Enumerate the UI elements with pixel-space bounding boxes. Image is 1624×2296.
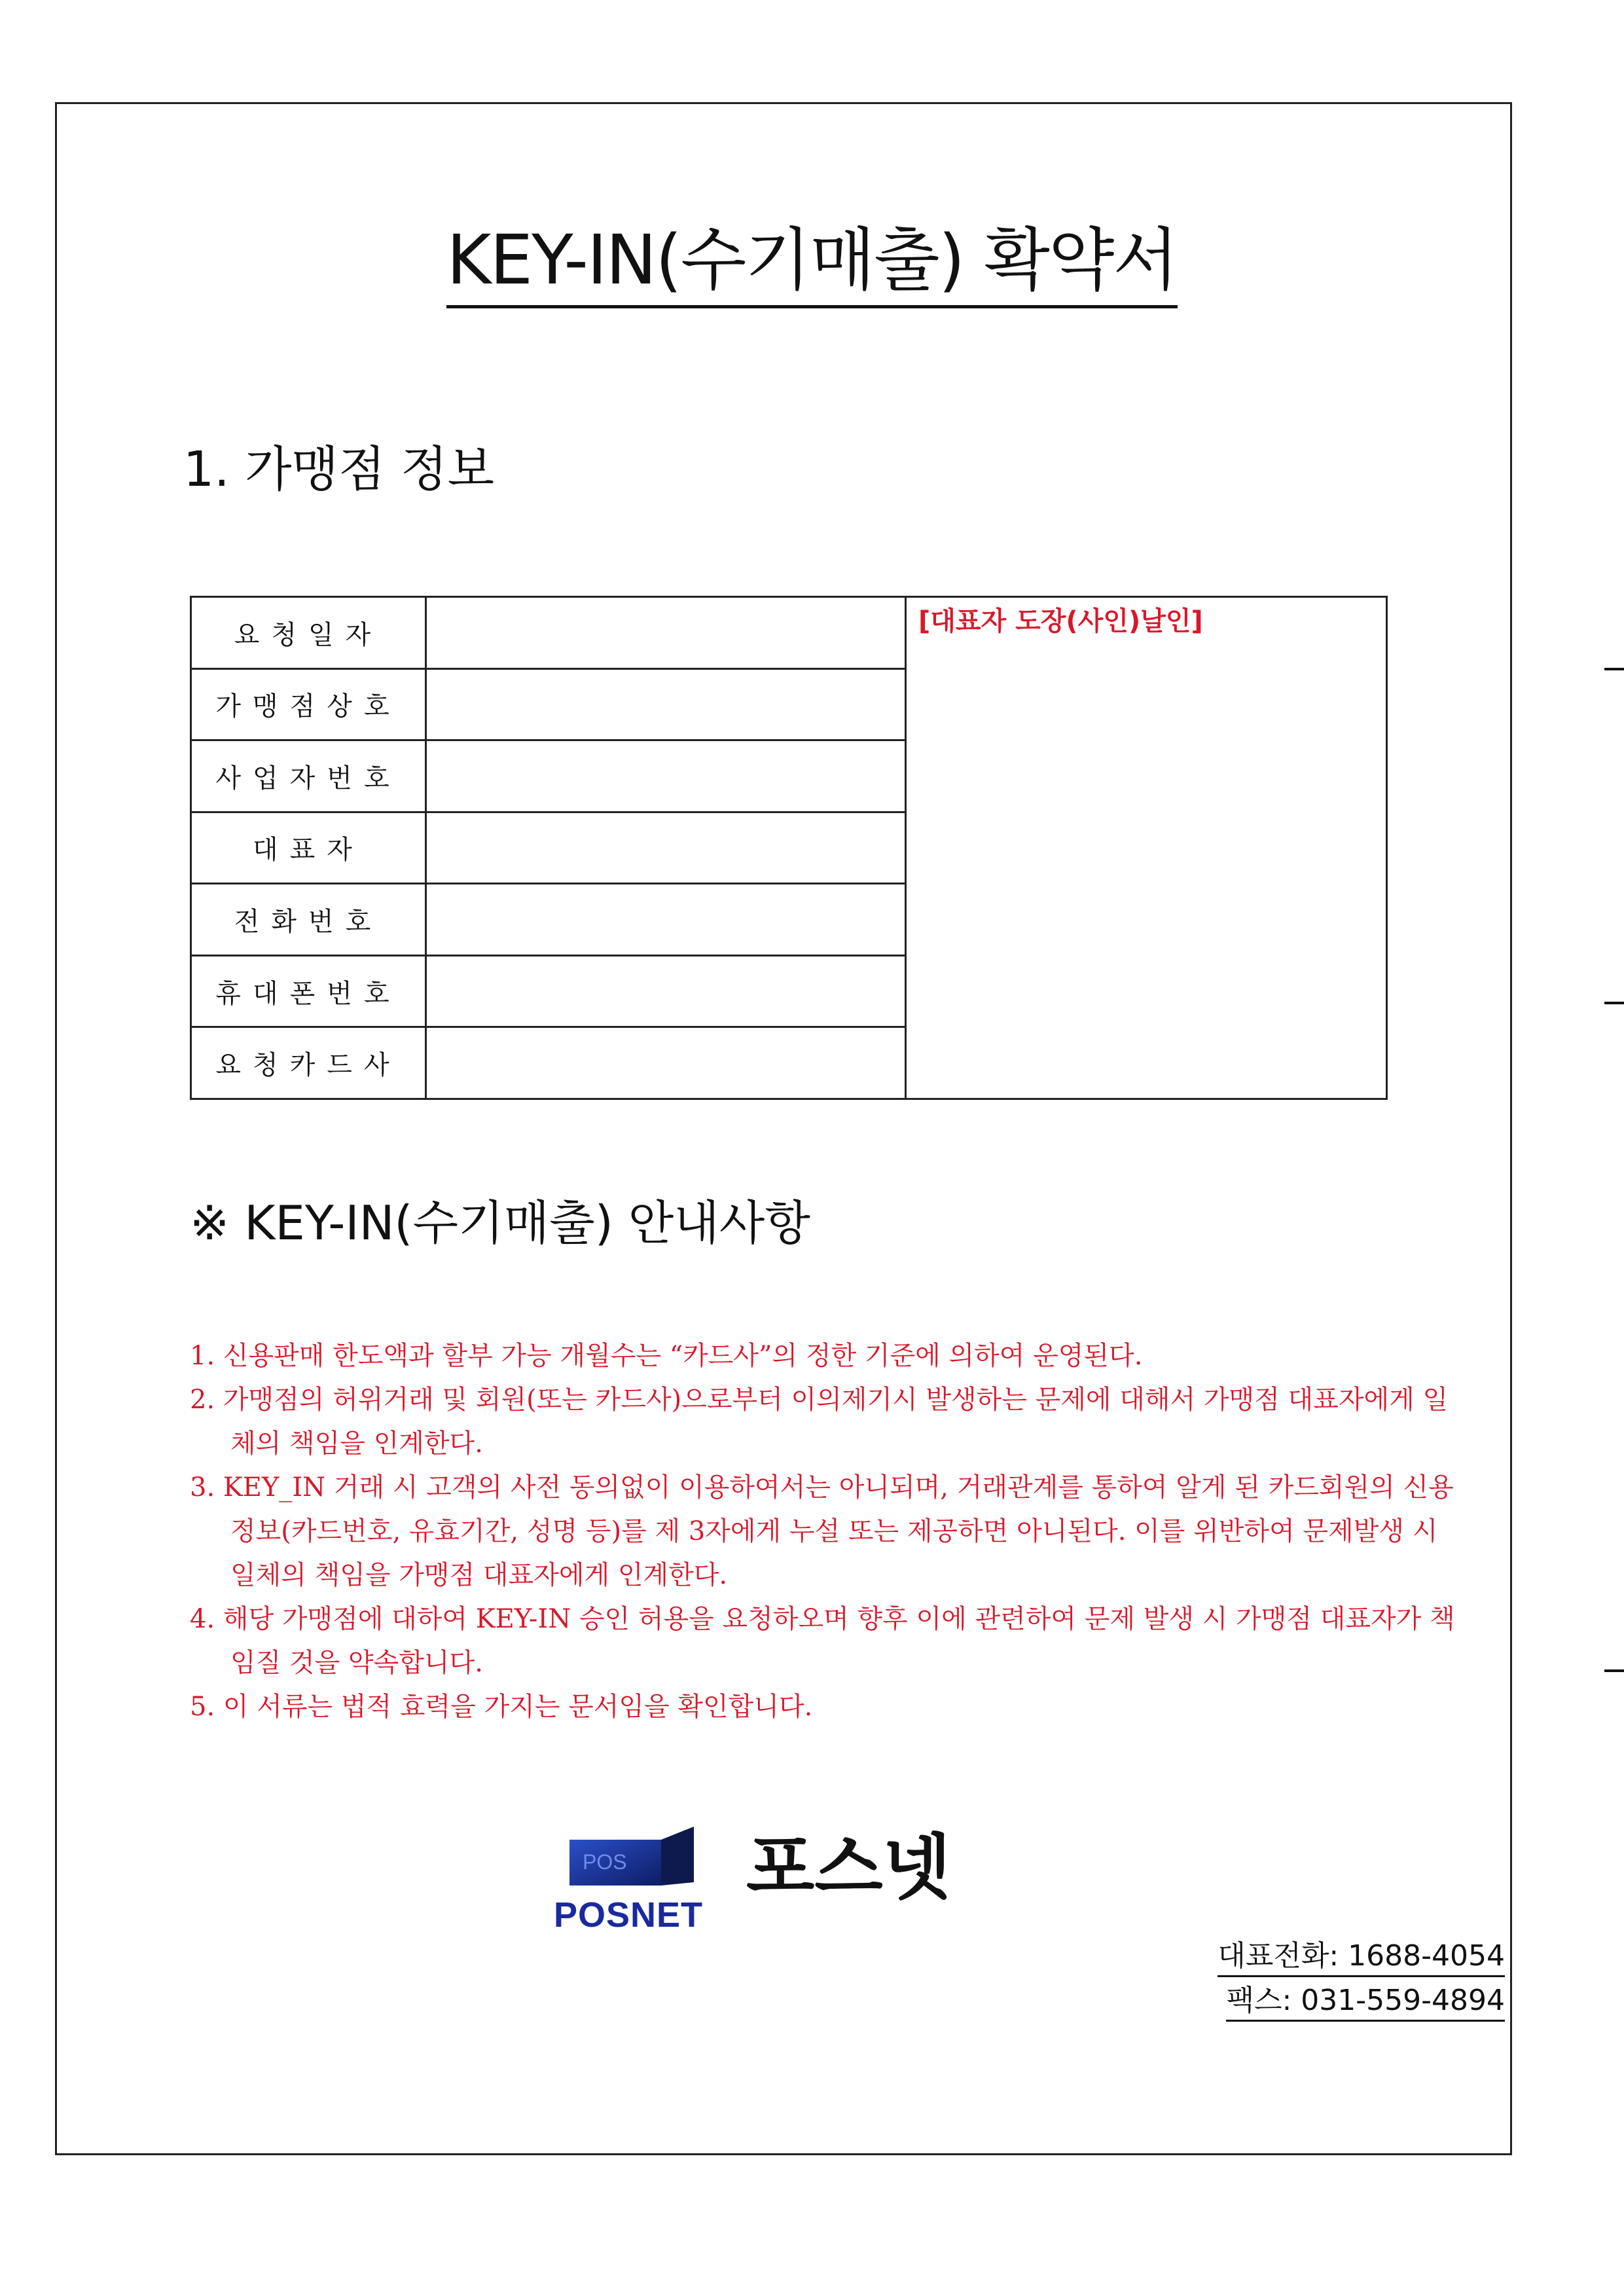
- label-mobile-number: 휴대폰번호: [191, 955, 426, 1027]
- document-title: KEY-IN(수기매출) 확약서: [0, 226, 1624, 294]
- field-card-company[interactable]: [426, 1027, 906, 1099]
- contact-phone: 대표전화: 1688-4054: [1218, 1942, 1505, 1971]
- notice-item: 2. 가맹점의 허위거래 및 회원(또는 카드사)으로부터 이의제기시 발생하는 문제에 대해서 가맹점 대표자에게 일체의 책임을 인계한다.: [190, 1385, 1449, 1459]
- label-merchant-name: 가맹점상호: [191, 668, 426, 740]
- notice-item: 3. KEY_IN 거래 시 고객의 사전 동의없이 이용하여서는 아니되며, 거래관계를 통하여 알게 된 카드회원의 신용정보(카드번호, 유효기간, 성명 등)를 제 3자에게 누설 또는 제공하면 아니된다. 이를 위반하여 문제발생 시 일체의 책임을 가맹점 대표자에게 인계한다.: [190, 1472, 1454, 1590]
- brand-name: 포스넷: [746, 1827, 951, 1909]
- label-card-company: 요청카드사: [191, 1027, 426, 1099]
- margin-mark: [1604, 1669, 1624, 1672]
- merchant-info-table: [190, 596, 1388, 1100]
- margin-mark: [1604, 1002, 1624, 1004]
- field-representative[interactable]: [426, 812, 906, 884]
- field-mobile-number[interactable]: [426, 955, 906, 1027]
- label-phone-number: 전화번호: [191, 884, 426, 956]
- notice-heading: ※ KEY-IN(수기매출) 안내사항: [190, 1195, 810, 1250]
- field-merchant-name[interactable]: [426, 668, 906, 740]
- margin-mark: [1604, 668, 1624, 670]
- field-business-number[interactable]: [426, 740, 906, 812]
- seal-box[interactable]: [906, 597, 1387, 1099]
- notice-list: [190, 1334, 1466, 1729]
- notice-item: 1. 신용판매 한도액과 할부 가능 개월수는 “카드사”의 정한 기준에 의하여 운영된다.: [190, 1341, 1143, 1371]
- label-business-number: 사업자번호: [191, 740, 426, 812]
- logo-wordmark: POSNET: [553, 1895, 704, 1935]
- contact-fax: 팩스: 031-559-4894: [1226, 1986, 1505, 2015]
- logo-badge-text: POS: [583, 1850, 627, 1874]
- label-representative: 대표자: [191, 812, 426, 884]
- label-request-date: 요청일자: [191, 597, 426, 669]
- section-heading-merchant-info: 1. 가맹점 정보: [183, 441, 495, 498]
- field-request-date[interactable]: [426, 597, 906, 669]
- notice-item: 4. 해당 가맹점에 대하여 KEY-IN 승인 허용을 요청하오며 향후 이에 관련하여 문제 발생 시 가맹점 대표자가 책임질 것을 약속합니다.: [190, 1604, 1455, 1678]
- notice-item: 5. 이 서류는 법적 효력을 가지는 문서임을 확인합니다.: [190, 1692, 813, 1722]
- field-phone-number[interactable]: [426, 884, 906, 956]
- seal-label: [대표자 도장(사인)날인]: [918, 606, 1203, 636]
